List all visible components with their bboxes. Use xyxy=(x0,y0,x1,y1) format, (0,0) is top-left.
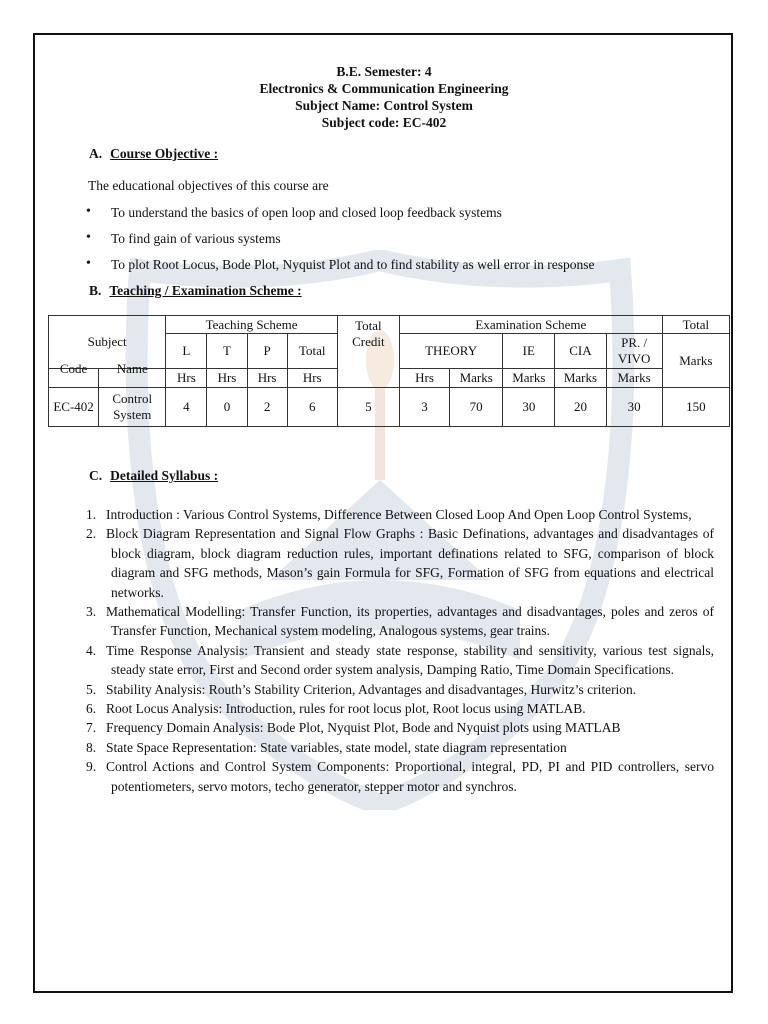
list-item: • To plot Root Locus, Bode Plot, Nyquist Plot and to find stability as well error in response xyxy=(86,257,726,283)
item-number: 8. xyxy=(86,739,97,755)
l-cell: 4 xyxy=(166,388,207,427)
item-text: Mathematical Modelling: Transfer Function, its properties, advantages and disadvantages, poles and zeros of Transfer Function, Mechanical system modeling, Analogous systems, gear trains. xyxy=(106,604,714,639)
semester-line: B.E. Semester: 4 xyxy=(336,64,432,79)
list-item xyxy=(86,718,714,737)
syllabus-list xyxy=(86,505,714,796)
list-item xyxy=(86,524,714,602)
marks-label: Marks xyxy=(606,369,662,388)
theory-marks-cell: 70 xyxy=(450,388,503,427)
ie-cell: 30 xyxy=(503,388,555,427)
section-b-letter: B. xyxy=(89,283,102,298)
department-line: Electronics & Communication Engineering xyxy=(259,81,509,96)
total-hrs-cell: 6 xyxy=(287,388,337,427)
hrs-label: Hrs xyxy=(166,369,207,388)
marks-label: Marks xyxy=(450,369,503,388)
credit-cell: 5 xyxy=(337,388,399,427)
section-c-letter: C. xyxy=(89,468,103,483)
item-number: 9. xyxy=(86,759,97,775)
hrs-label: Hrs xyxy=(207,369,247,388)
section-a-letter: A. xyxy=(89,146,103,161)
item-text: Control Actions and Control System Components: Proportional, integral, PD, PI and PID controllers, servo potentiometers, servo motors, techo generator, stepper motor and synchros. xyxy=(106,759,714,794)
t-header: T xyxy=(207,334,247,369)
section-a-title: Course Objective : xyxy=(110,146,219,161)
list-item xyxy=(86,757,714,796)
pr-vivo-header: PR. / VIVO xyxy=(606,334,662,369)
list-item: • To find gain of various systems xyxy=(86,231,726,257)
item-number: 1. xyxy=(86,507,97,522)
p-header: P xyxy=(247,334,287,369)
item-number: 3. xyxy=(86,604,97,620)
subject-name-line: Subject Name: Control System xyxy=(295,98,473,113)
marks-label: Marks xyxy=(503,369,555,388)
item-number: 7. xyxy=(86,720,97,736)
hrs-label: Hrs xyxy=(287,369,337,388)
cia-cell: 20 xyxy=(555,388,606,427)
item-number: 4. xyxy=(86,642,97,658)
section-c-heading xyxy=(89,468,218,484)
list-item xyxy=(86,680,714,699)
list-item xyxy=(86,505,714,524)
marks-total-header: Marks xyxy=(662,334,729,388)
ie-header: IE xyxy=(503,334,555,369)
section-c-title: Detailed Syllabus : xyxy=(110,468,219,483)
code-cell: EC-402 xyxy=(49,388,99,427)
total-header: Total xyxy=(662,316,729,334)
section-b-title: Teaching / Examination Scheme : xyxy=(109,283,302,298)
subject-header: Subject xyxy=(49,316,166,369)
item-text: Stability Analysis: Routh’s Stability Criterion, Advantages and disadvantages, Hurwitz’s criterion. xyxy=(106,681,637,697)
name-header: Name xyxy=(99,360,166,379)
section-b-heading xyxy=(89,283,302,299)
cia-header: CIA xyxy=(555,334,606,369)
total-marks-cell: 150 xyxy=(662,388,729,427)
list-item xyxy=(86,602,714,641)
objectives-list xyxy=(86,205,726,283)
scheme-table xyxy=(48,315,730,427)
exam-scheme-header: Examination Scheme xyxy=(399,316,662,334)
theory-hrs-cell: 3 xyxy=(399,388,449,427)
list-item xyxy=(86,641,714,680)
teaching-scheme-header: Teaching Scheme xyxy=(166,316,337,334)
item-text: Introduction : Various Control Systems, Difference Between Closed Loop And Open Loop Control Systems, xyxy=(106,507,692,522)
hrs-label: Hrs xyxy=(399,369,449,388)
pr-cell: 30 xyxy=(606,388,662,427)
theory-header: THEORY xyxy=(399,334,502,369)
item-number: 5. xyxy=(86,681,97,697)
item-text: Root Locus Analysis: Introduction, rules for root locus plot, Root locus using MATLAB. xyxy=(106,701,586,717)
item-number: 2. xyxy=(86,526,97,542)
name-cell: Control System xyxy=(99,388,166,427)
t-cell: 0 xyxy=(207,388,247,427)
list-item xyxy=(86,738,714,757)
l-header: L xyxy=(166,334,207,369)
list-item: • To understand the basics of open loop and closed loop feedback systems xyxy=(86,205,726,231)
item-number: 6. xyxy=(86,701,97,717)
code-header: Code xyxy=(49,360,99,379)
hrs-label: Hrs xyxy=(247,369,287,388)
total-credit-header: Total Credit xyxy=(337,316,399,388)
item-text: Block Diagram Representation and Signal Flow Graphs : Basic Definations, advantages and disadvantages of block diagram, block diagram reduction rules, important definations related to SFG, comparison of block diagram and SFG methods, Mason’s gain Formula for SFG, Formation of SFG from equations and electrical networks. xyxy=(106,526,714,600)
list-item xyxy=(86,699,714,718)
objectives-intro: The educational objectives of this course are xyxy=(88,178,329,193)
subject-code-line: Subject code: EC-402 xyxy=(321,115,447,130)
p-cell: 2 xyxy=(247,388,287,427)
document-header xyxy=(0,63,768,131)
section-a-heading xyxy=(89,146,218,162)
total-hrs-header: Total xyxy=(287,334,337,369)
item-text: Time Response Analysis: Transient and steady state response, stability and sensitivity, various test signals, steady state error, First and Second order system analysis, Damping Ratio, Time Domain Specifications. xyxy=(106,642,714,678)
item-text: Frequency Domain Analysis: Bode Plot, Nyquist Plot, Bode and Nyquist plots using MATLAB xyxy=(106,720,621,736)
marks-label: Marks xyxy=(555,369,606,388)
item-text: State Space Representation: State variables, state model, state diagram representation xyxy=(106,739,567,755)
